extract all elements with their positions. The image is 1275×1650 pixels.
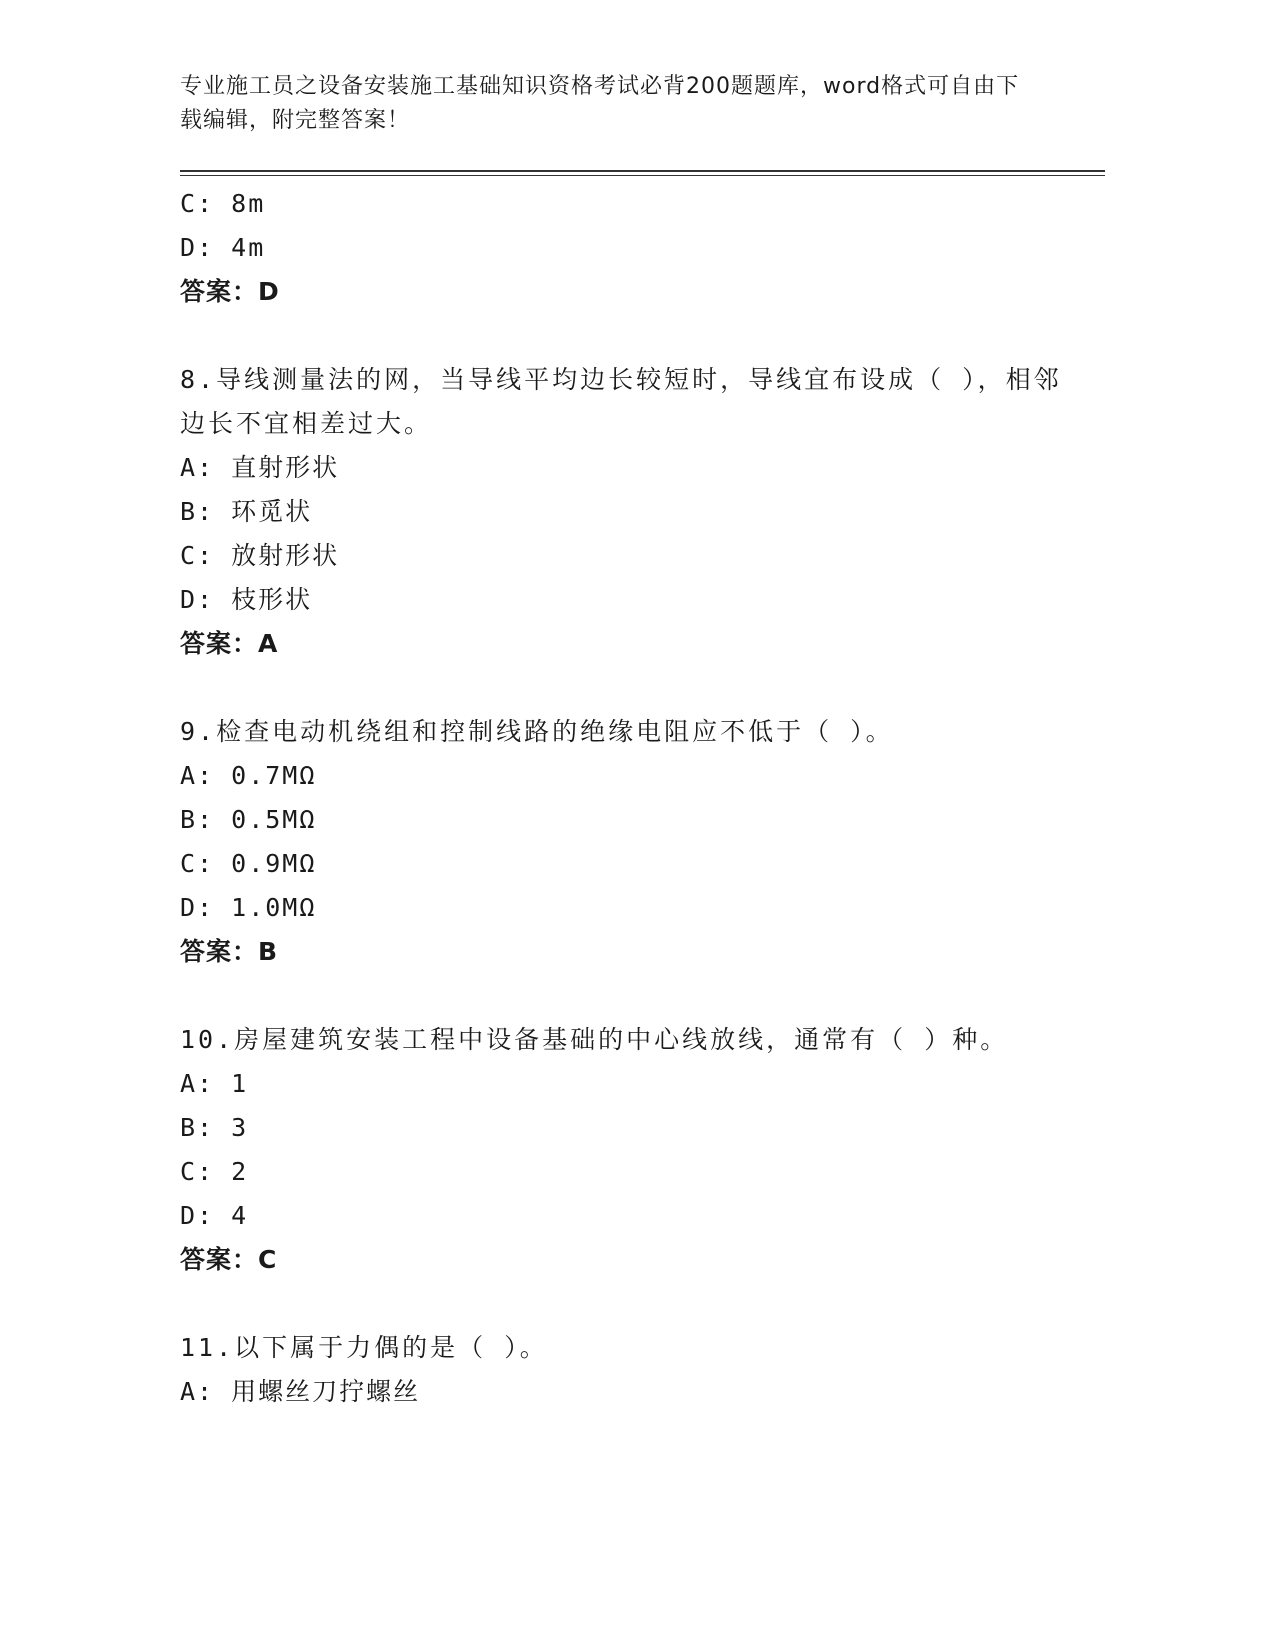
header-rule-thick [180, 170, 1105, 172]
answer: 答案：D [180, 277, 280, 306]
option-d: D: 1.0MΩ [180, 893, 317, 922]
document-header [180, 70, 1040, 138]
header-title: 专业施工员之设备安装施工基础知识资格考试必背200题题库，word格式可自由下载编辑，附完整答案！ [180, 74, 1020, 133]
option-c: C: 8m [180, 189, 266, 218]
spacer [180, 666, 1080, 710]
option-d: D: 枝形状 [180, 585, 313, 614]
option-d: D: 4m [180, 233, 266, 262]
question-10 [180, 1018, 1080, 1282]
question-stem: 11.以下属于力偶的是（ ）。 [180, 1333, 548, 1362]
question-11 [180, 1326, 1080, 1414]
option-c: C: 0.9MΩ [180, 849, 317, 878]
question-stem: 10.房屋建筑安装工程中设备基础的中心线放线，通常有（ ）种。 [180, 1025, 1009, 1054]
option-c: C: 2 [180, 1157, 249, 1186]
option-a: A: 1 [180, 1069, 249, 1098]
option-a: A: 0.7MΩ [180, 761, 317, 790]
option-b: B: 3 [180, 1113, 249, 1142]
answer: 答案：A [180, 629, 279, 658]
spacer [180, 314, 1080, 358]
answer: 答案：B [180, 937, 279, 966]
answer: 答案：C [180, 1245, 278, 1274]
question-list [180, 182, 1080, 1414]
previous-question-tail [180, 182, 1080, 314]
spacer [180, 1282, 1080, 1326]
option-a: A: 直射形状 [180, 453, 340, 482]
question-stem: 8.导线测量法的网，当导线平均边长较短时，导线宜布设成（ ），相邻边长不宜相差过大。 [180, 365, 1062, 438]
option-b: B: 0.5MΩ [180, 805, 317, 834]
question-8 [180, 358, 1080, 666]
question-stem: 9.检查电动机绕组和控制线路的绝缘电阻应不低于（ ）。 [180, 717, 894, 746]
option-d: D: 4 [180, 1201, 249, 1230]
spacer [180, 974, 1080, 1018]
header-rule-thin [180, 175, 1105, 176]
question-9 [180, 710, 1080, 974]
option-a: A: 用螺丝刀拧螺丝 [180, 1377, 421, 1406]
option-b: B: 环觅状 [180, 497, 313, 526]
option-c: C: 放射形状 [180, 541, 340, 570]
